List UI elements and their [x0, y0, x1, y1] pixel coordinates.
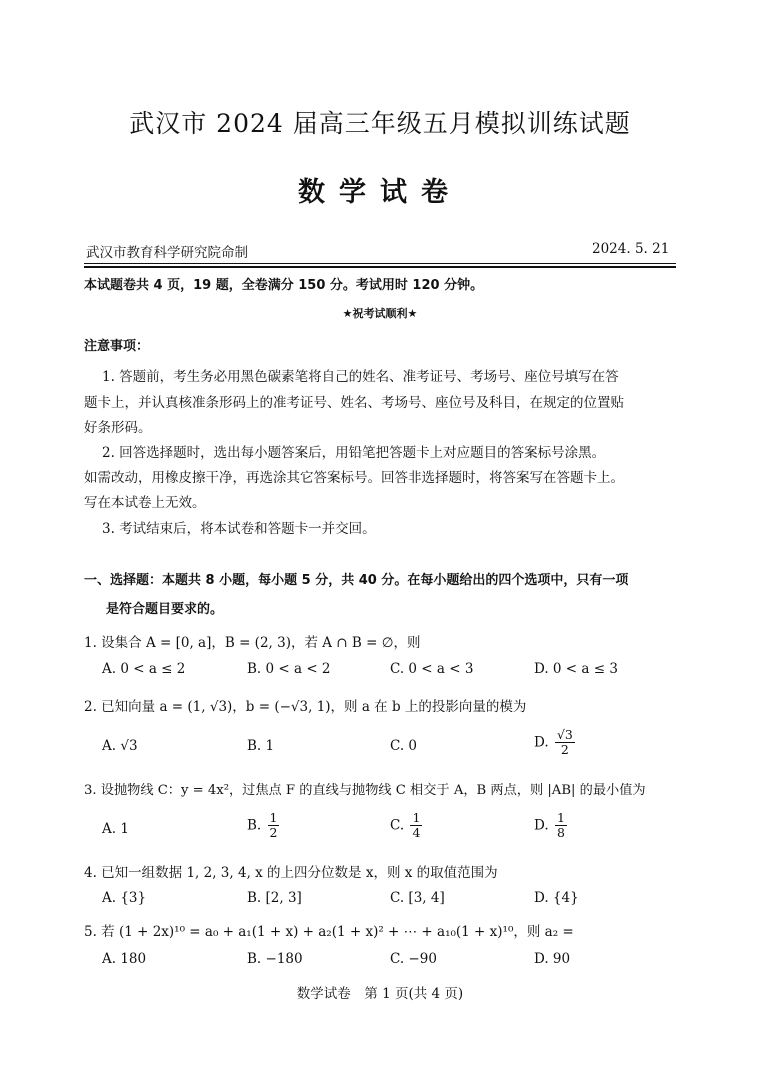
exam-date: 2024. 5. 21 — [592, 241, 670, 257]
q3-option-b-fraction — [268, 811, 280, 841]
fraction-denominator: 2 — [560, 742, 569, 758]
section-heading-cont: 是符合题目要求的。 — [106, 602, 224, 617]
q2-option-c: C. 0 — [390, 738, 418, 754]
question-1-stem: 1. 设集合 A = [0, a]，B = (2, 3)，若 A ∩ B = ∅，则 — [84, 635, 421, 651]
section-heading: 一、选择题：本题共 8 小题，每小题 5 分，共 40 分。在每小题给出的四个选项中，只有一项 — [84, 573, 629, 588]
issuer: 武汉市教育科学研究院命制 — [86, 245, 248, 261]
q1-option-b: B. 0 < a < 2 — [247, 661, 331, 677]
header-rule-top — [84, 263, 676, 264]
q1-option-d: D. 0 < a ≤ 3 — [534, 661, 618, 677]
exam-title: 武汉市 2024 届高三年级五月模拟训练试题 — [129, 109, 631, 138]
fraction-denominator: 4 — [412, 825, 421, 841]
q4-option-a: A. {3} — [102, 890, 147, 906]
fraction-numerator: 1 — [556, 810, 565, 825]
fraction-denominator: 8 — [556, 825, 565, 841]
notice-line: 写在本试卷上无效。 — [84, 495, 206, 511]
q2-option-a-value: √3 — [120, 738, 138, 754]
question-5-stem: 5. 若 (1 + 2x)¹⁰ = a₀ + a₁(1 + x) + a₂(1 + x)² + ⋯ + a₁₀(1 + x)¹⁰，则 a₂ = — [84, 924, 574, 940]
q3-option-d-label: D. — [534, 817, 549, 834]
fraction-numerator: 1 — [269, 810, 278, 825]
notice-line: 2. 回答选择题时，选出每小题答案后，用铅笔把答题卡上对应题目的答案标号涂黑。 — [102, 445, 606, 461]
q2-option-d-label: D. — [534, 734, 549, 751]
q2-option-b: B. 1 — [247, 738, 275, 754]
q5-option-c: C. −90 — [390, 951, 437, 967]
q2-option-d-fraction — [555, 728, 575, 758]
q5-option-d: D. 90 — [534, 951, 571, 967]
q3-option-b-label: B. — [247, 817, 262, 834]
q3-option-c-label: C. — [390, 817, 405, 834]
notice-heading: 注意事项： — [84, 339, 150, 354]
notice-line: 好条形码。 — [84, 420, 152, 436]
q4-option-b: B. [2, 3] — [247, 890, 302, 906]
fraction-denominator: 2 — [269, 825, 278, 841]
q4-option-d: D. {4} — [534, 890, 579, 906]
fraction-numerator: 1 — [412, 810, 421, 825]
notice-line: 题卡上，并认真核准条形码上的准考证号、姓名、考场号、座位号及科目，在规定的位置贴 — [84, 395, 624, 411]
q2-option-a — [102, 738, 138, 754]
q4-option-c: C. [3, 4] — [390, 890, 445, 906]
q5-option-b: B. −180 — [247, 951, 303, 967]
exam-subtitle: 数学试卷 — [298, 177, 462, 208]
header-rule-bottom — [84, 266, 676, 268]
notice-line: 如需改动，用橡皮擦干净，再选涂其它答案标号。回答非选择题时，将答案写在答题卡上。 — [84, 470, 624, 486]
question-3-stem: 3. 设抛物线 C：y = 4x²，过焦点 F 的直线与抛物线 C 相交于 A，B 两点，则 |AB| 的最小值为 — [84, 783, 646, 798]
question-2-stem: 2. 已知向量 a = (1, √3)，b = (−√3, 1)，则 a 在 b 上的投影向量的模为 — [84, 699, 527, 715]
q3-option-a: A. 1 — [102, 821, 129, 837]
good-luck-wish: ★祝考试顺利★ — [342, 307, 418, 320]
q3-option-c-fraction — [410, 811, 422, 841]
q3-option-b — [247, 811, 281, 841]
exam-summary: 本试题卷共 4 页，19 题，全卷满分 150 分。考试用时 120 分钟。 — [84, 278, 484, 293]
q5-option-a: A. 180 — [102, 951, 147, 967]
q1-option-c: C. 0 < a < 3 — [390, 661, 474, 677]
q3-option-d — [534, 811, 569, 841]
q3-option-c — [390, 811, 424, 841]
question-4-stem: 4. 已知一组数据 1, 2, 3, 4, x 的上四分位数是 x，则 x 的取值范围为 — [84, 865, 498, 881]
q2-option-d — [534, 728, 577, 758]
q1-option-a: A. 0 < a ≤ 2 — [102, 661, 186, 677]
notice-line: 3. 考试结束后，将本试卷和答题卡一并交回。 — [102, 521, 376, 537]
fraction-numerator: √3 — [556, 727, 573, 742]
page-footer: 数学试卷 第 1 页(共 4 页) — [296, 986, 464, 1002]
notice-line: 1. 答题前，考生务必用黑色碳素笔将自己的姓名、准考证号、考场号、座位号填写在答 — [102, 369, 619, 385]
q3-option-d-fraction — [555, 811, 567, 841]
q2-option-a-label: A. — [102, 738, 117, 754]
